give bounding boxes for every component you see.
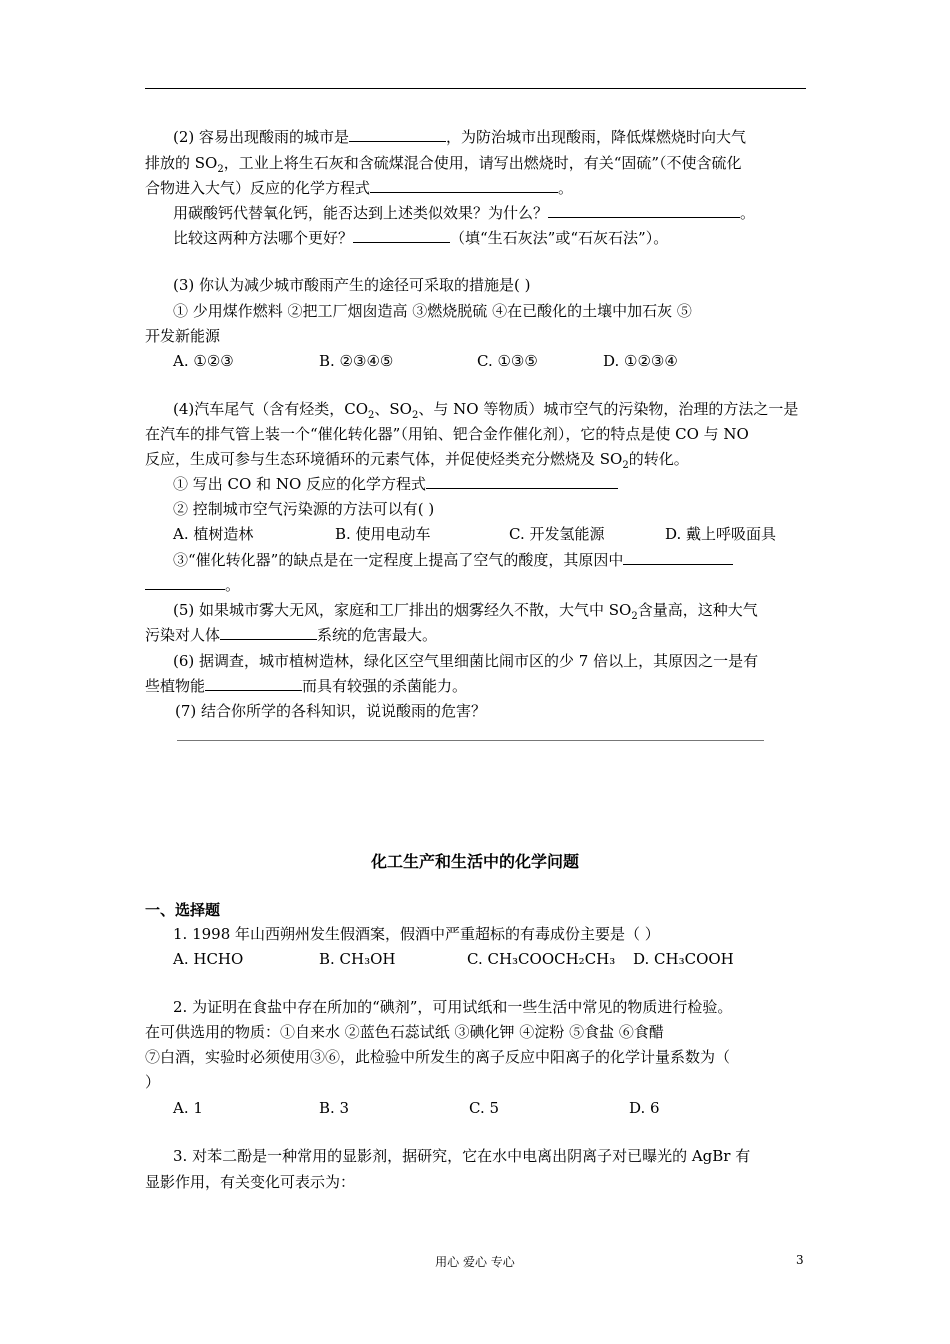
q6-line-2: 些植物能 而具有较强的杀菌能力。 [145,677,468,695]
mc1-stem: 1. 1998 年山西朔州发生假酒案，假酒中严重超标的有毒成份主要是（ ） [173,925,660,943]
q4-line-6: ③“催化转化器”的缺点是在一定程度上提高了空气的酸度，其原因中 [173,550,733,570]
mc2-line-2: 在可供选用的物质：①自来水 ②蓝色石蕊试纸 ③碘化钾 ④淀粉 ⑤食盐 ⑥食醋 [145,1023,664,1041]
mc3-line-2: 显影作用，有关变化可表示为： [145,1173,356,1191]
mc1-options [173,949,734,969]
q4-line-7: 。 [145,575,240,595]
q3-line-3: 开发新能源 [145,327,221,345]
option[interactable]: C. ①③⑤ [477,352,538,370]
q4-line-2: 在汽车的排气管上装一个“催化转化器”（用铂、钯合金作催化剂），它的特点是使 CO 与 NO [145,425,749,443]
q3-line-2: ① 少用煤作燃料 ②把工厂烟囱造高 ③燃烧脱硫 ④在已酸化的土壤中加石灰 ⑤ [173,302,692,320]
q4-line-1: (4)汽车尾气（含有烃类，$CO_2$、$SO_2$、与 NO 等物质）城市空气的污染物，治理的方法之一是 [173,400,799,421]
answer-blank[interactable] [370,178,558,193]
mc2-line-3: ⑦白酒，实验时必须使用③⑥，此检验中所发生的离子反应中阳离子的化学计量系数为（ [145,1048,731,1066]
mc2-options [173,1098,660,1118]
option[interactable]: B. ②③④⑤ [319,352,394,370]
q2-line-2: 排放的 $SO_2$，工业上将生石灰和含硫煤混合使用，请写出燃烧时，有关“固硫”（不使含硫化 [145,154,742,175]
option[interactable]: A. ①②③ [173,352,234,370]
q5-line-1: (5) 如果城市雾大无风，家庭和工厂排出的烟雾经久不散，大气中 $SO_2$含量高，这种大气 [173,601,758,622]
option[interactable]: B. 3 [319,1099,350,1117]
q7-answer-line[interactable] [177,740,764,741]
header-rule [145,88,806,89]
mc3-line-1: 3. 对苯二酚是一种常用的显影剂，据研究，它在水中电离出阴离子对已曝光的 AgBr 有 [173,1147,751,1165]
option[interactable]: D. CH₃COOH [633,950,734,968]
answer-blank[interactable] [145,575,225,590]
answer-blank[interactable] [349,127,446,142]
answer-blank[interactable] [426,474,618,489]
option[interactable]: D. 戴上呼吸面具 [665,525,777,543]
q4-options [173,524,776,544]
option[interactable]: C. 开发氢能源 [509,525,605,543]
option[interactable]: B. 使用电动车 [335,525,431,543]
answer-blank[interactable] [220,625,317,640]
q7-stem: (7) 结合你所学的各科知识，说说酸雨的危害？ [175,702,487,720]
q2-line-4: 用碳酸钙代替氧化钙，能否达到上述类似效果？为什么？ 。 [173,204,756,222]
q3-stem: (3) 你认为减少城市酸雨产生的途径可采取的措施是( ) [173,276,531,294]
answer-blank[interactable] [548,203,740,218]
answer-blank[interactable] [623,550,733,565]
mc2-line-4: ） [145,1073,161,1091]
option[interactable]: A. HCHO [173,950,244,968]
section-heading: 一、选择题 [145,901,221,919]
option[interactable]: A. 1 [173,1099,203,1117]
option[interactable]: A. 植树造林 [173,525,254,543]
q2-line-5: 比较这两种方法哪个更好？ （填“生石灰法”或“石灰石法”）。 [173,229,669,247]
q5-line-2: 污染对人体 系统的危害最大。 [145,626,438,644]
mc2-line-1: 2. 为证明在食盐中存在所加的“碘剂”，可用试纸和一些生活中常见的物质进行检验。 [173,998,733,1016]
q4-line-3: 反应，生成可参与生态环境循环的元素气体，并促使烃类充分燃烧及 $SO_2$的转化。 [145,450,689,471]
q2-line-1: (2) 容易出现酸雨的城市是 ，为防治城市出现酸雨，降低煤燃烧时向大气 [173,128,747,146]
option[interactable]: C. 5 [469,1099,500,1117]
page-footer: 用心 爱心 专心 [435,1255,515,1269]
option[interactable]: D. ①②③④ [603,352,678,370]
page-title: 化工生产和生活中的化学问题 [370,852,579,871]
page-number: 3 [796,1253,804,1267]
q3-options [173,351,678,371]
option[interactable]: B. CH₃OH [319,950,396,968]
q6-line-1: (6) 据调查，城市植树造林，绿化区空气里细菌比闹市区的少 7 倍以上，其原因之一是有 [173,652,759,670]
q4-line-4: ① 写出 CO 和 NO 反应的化学方程式 [173,474,618,494]
q4-line-5: ② 控制城市空气污染源的方法可以有( ) [173,500,435,518]
option[interactable]: D. 6 [629,1099,660,1117]
answer-blank[interactable] [353,228,450,243]
answer-blank[interactable] [205,676,302,691]
q2-line-3: 合物进入大气）反应的化学方程式 。 [145,179,574,197]
option[interactable]: C. CH₃COOCH₂CH₃ [467,950,616,968]
